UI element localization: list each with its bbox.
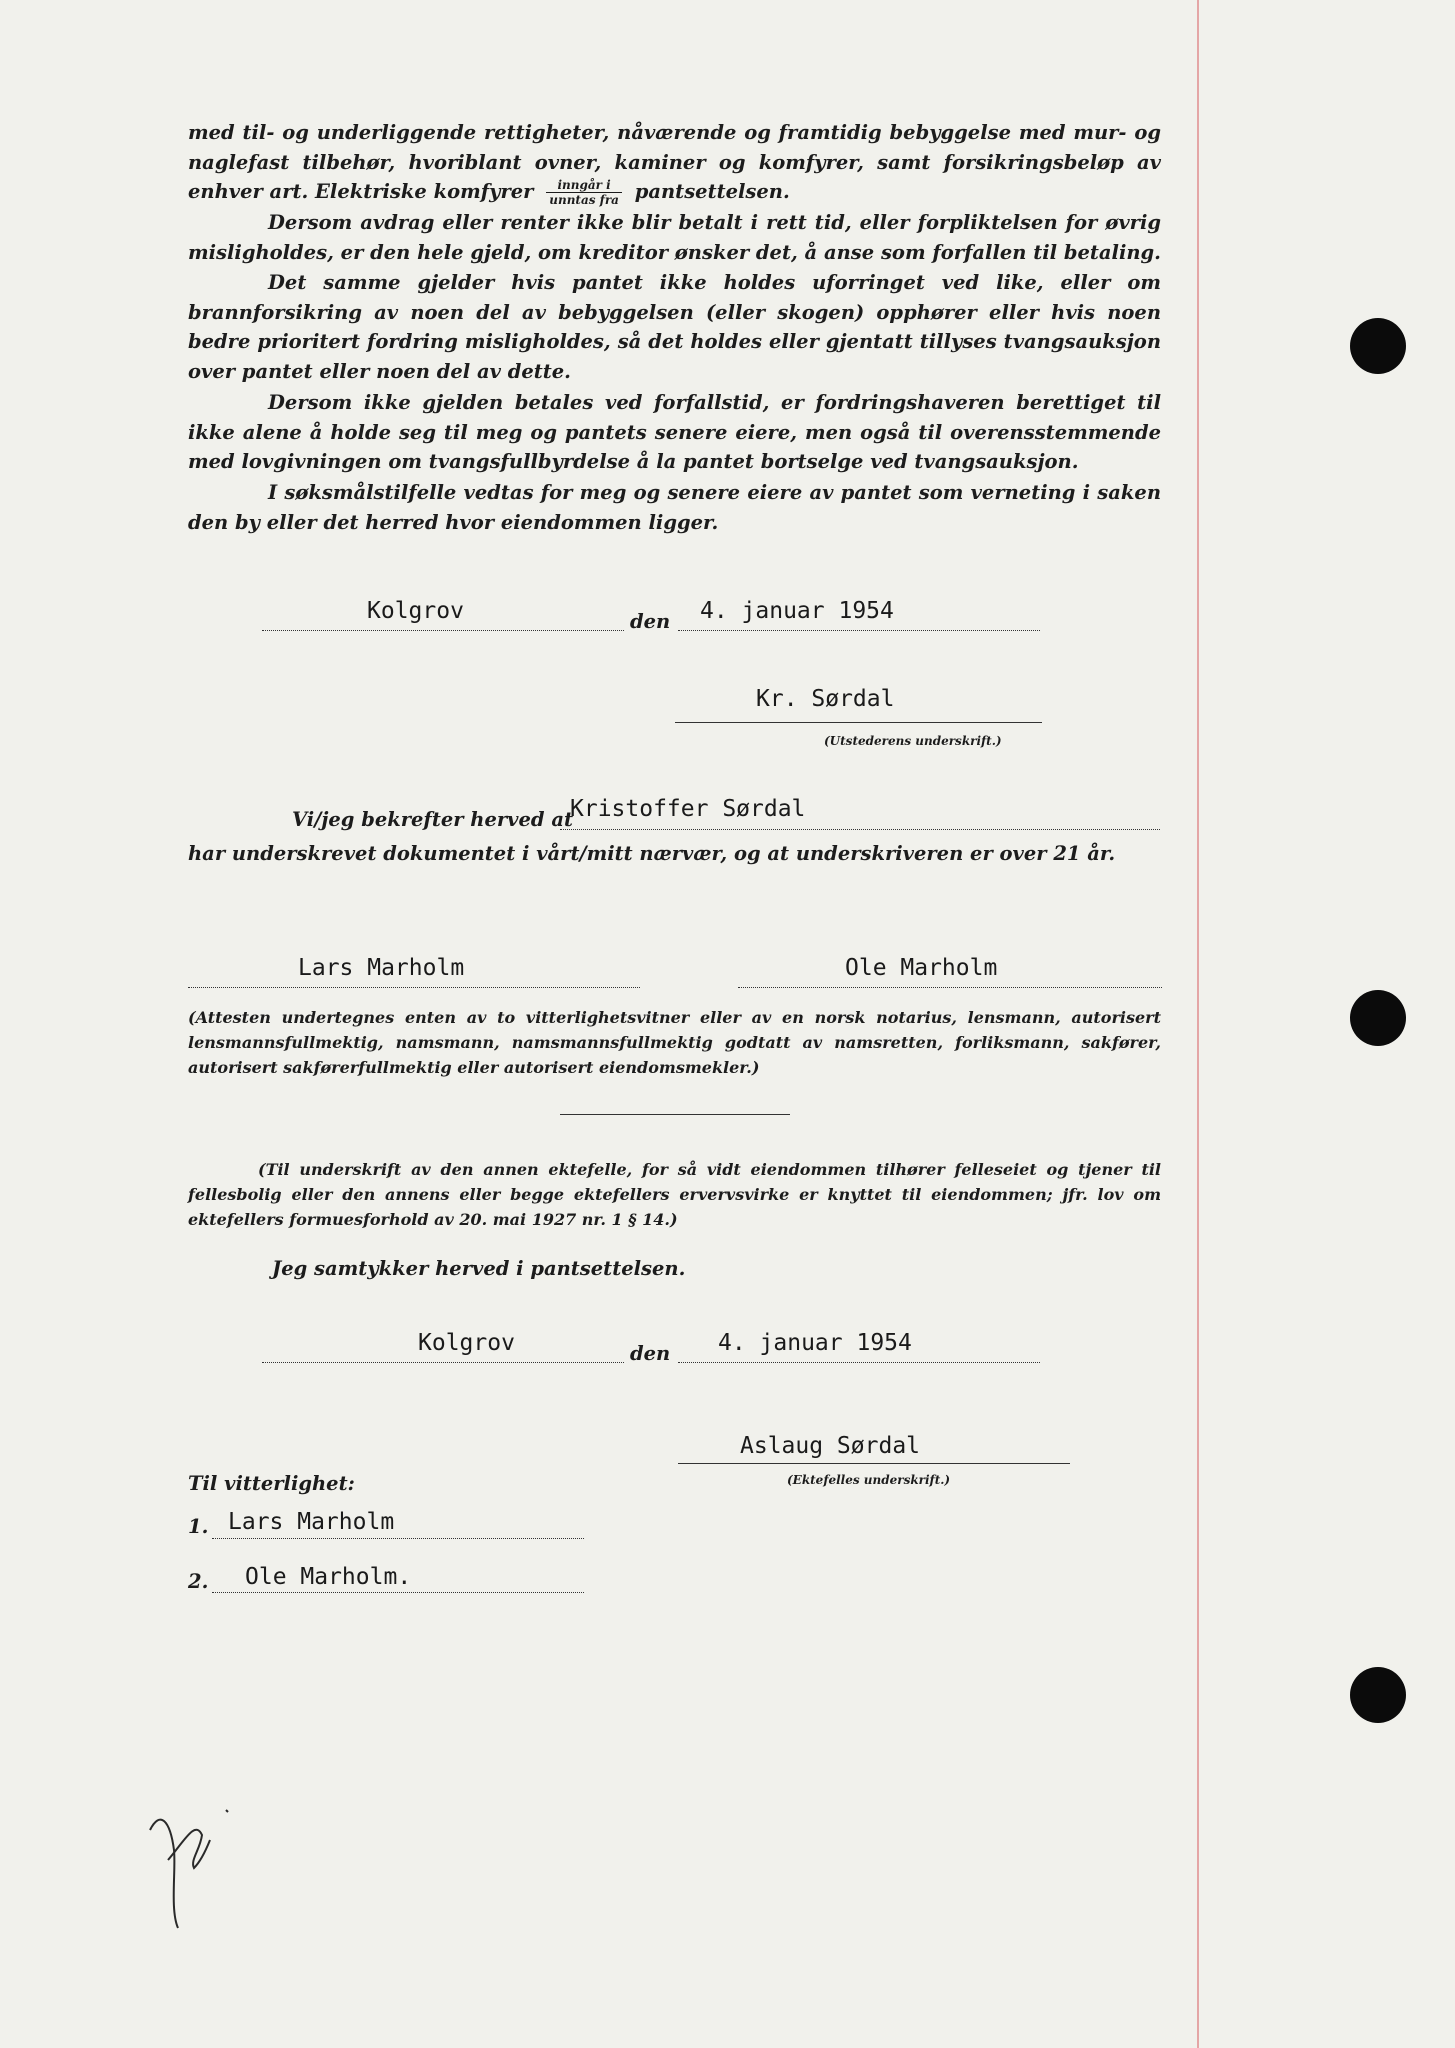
witness-number-1: 1. — [188, 1515, 209, 1538]
paragraph-text: med til- og underliggende rettigheter, nåværende og framtidig bebyggelse med mur- og naglefast tilbehør, hvoriblant ovner, kaminer og komfyrer, samt forsikringsbeløp av enhver art. Elektriske komfyrer — [188, 121, 1161, 203]
witness-list-name-2: Ole Marholm. — [245, 1564, 412, 1590]
place-line-2 — [262, 1362, 624, 1363]
witness-list-line-2 — [212, 1592, 584, 1593]
paragraph-text: I søksmålstilfelle vedtas for meg og senere eiere av pantet som verneting i saken den by eller det herred hvor eiendommen ligger. — [188, 481, 1161, 534]
red-margin-line — [1197, 0, 1199, 2048]
confirm-prefix: Vi/jeg bekrefter herved at — [292, 808, 573, 831]
attest-note: (Attesten undertegnes enten av to vitterlighetsvitner eller av en norsk notarius, lensmann, autorisert lensmannsfullmektig, namsmann, namsmannsfullmektig godtatt av namsretten, forliksmann, sakfører, autorisert sakførerfullmektig eller autorisert eiendomsmekler.) — [188, 1008, 1161, 1077]
issuer-signature-line — [675, 722, 1042, 723]
paragraph-collateral — [188, 118, 1161, 207]
paragraph-maintenance — [188, 268, 1161, 386]
place-2: Kolgrov — [418, 1330, 515, 1356]
paragraph-text: Dersom avdrag eller renter ikke blir betalt i rett tid, eller forpliktelsen for øvrig misligholdes, er den hele gjeld, om kreditor ønsker det, å anse som forfallen til betaling. — [188, 211, 1161, 264]
witness-list-line-1 — [212, 1538, 584, 1539]
witness-signature-1: Lars Marholm — [298, 955, 465, 981]
witness-list-name-1: Lars Marholm — [228, 1509, 395, 1535]
punch-hole — [1350, 1667, 1406, 1723]
punch-hole — [1350, 990, 1406, 1046]
paragraph-text: Dersom ikke gjelden betales ved forfallstid, er fordringshaveren berettiget til ikke alene å holde seg til meg og pantets senere eiere, men også til overensstemmende med lovgivningen om tvangsfullbyrdelse å la pantet bortselge ved tvangsauksjon. — [188, 391, 1161, 473]
paragraph-venue — [188, 478, 1161, 537]
witness-number-2: 2. — [188, 1570, 209, 1593]
confirm-name-line — [560, 829, 1160, 830]
den-label-1: den — [630, 610, 671, 633]
paragraph-text: Det samme gjelder hvis pantet ikke holdes uforringet ved like, eller om brannforsikring av noen del av bebyggelsen (eller skogen) opphører eller hvis noen bedre prioritert fordring misligholdes, så det holdes eller gjentatt tillyses tvangsauksjon over pantet eller noen del av dette. — [188, 271, 1161, 383]
place-line-1 — [262, 630, 624, 631]
spouse-note — [188, 1157, 1161, 1232]
separator-line — [560, 1114, 790, 1115]
punch-hole — [1350, 318, 1406, 374]
witness-line-2 — [738, 987, 1162, 988]
date-line-2 — [678, 1362, 1040, 1363]
issuer-signature: Kr. Sørdal — [756, 686, 895, 712]
issuer-caption: (Utstederens underskrift.) — [824, 734, 1002, 748]
spouse-signature: Aslaug Sørdal — [740, 1433, 921, 1459]
fraction-top: inngår i — [546, 178, 622, 193]
confirm-name: Kristoffer Sørdal — [570, 796, 806, 822]
place-1: Kolgrov — [367, 598, 464, 624]
confirm-text: har underskrevet dokumentet i vårt/mitt nærvær, og at underskriveren er over 21 år. — [188, 842, 1116, 865]
fraction-choice — [546, 178, 622, 207]
fraction-bottom: unntas fra — [549, 193, 619, 207]
date-1: 4. januar 1954 — [700, 598, 894, 624]
spouse-note-text: (Til underskrift av den annen ektefelle, for så vidt eiendommen tilhører felleseiet og tjener til fellesbolig eller den annens eller begge ektefellers ervervsvirke er knyttet til eiendommen; jfr. lov om ektefellers formuesforhold av 20. mai 1927 nr. 1 § 14.) — [188, 1160, 1161, 1229]
witness-heading: Til vitterlighet: — [188, 1472, 355, 1495]
den-label-2: den — [630, 1342, 671, 1365]
consent-text: Jeg samtykker herved i pantsettelsen. — [272, 1257, 686, 1280]
paragraph-forced-sale — [188, 388, 1161, 477]
spouse-signature-line — [678, 1463, 1070, 1464]
witness-signature-2: Ole Marholm — [845, 955, 998, 981]
spouse-caption: (Ektefelles underskrift.) — [787, 1473, 951, 1487]
date-2: 4. januar 1954 — [718, 1330, 912, 1356]
handwritten-initials — [140, 1790, 240, 1930]
paragraph-default — [188, 208, 1161, 267]
witness-line-1 — [188, 987, 640, 988]
paragraph-text: pantsettelsen. — [634, 180, 790, 203]
date-line-1 — [678, 630, 1040, 631]
